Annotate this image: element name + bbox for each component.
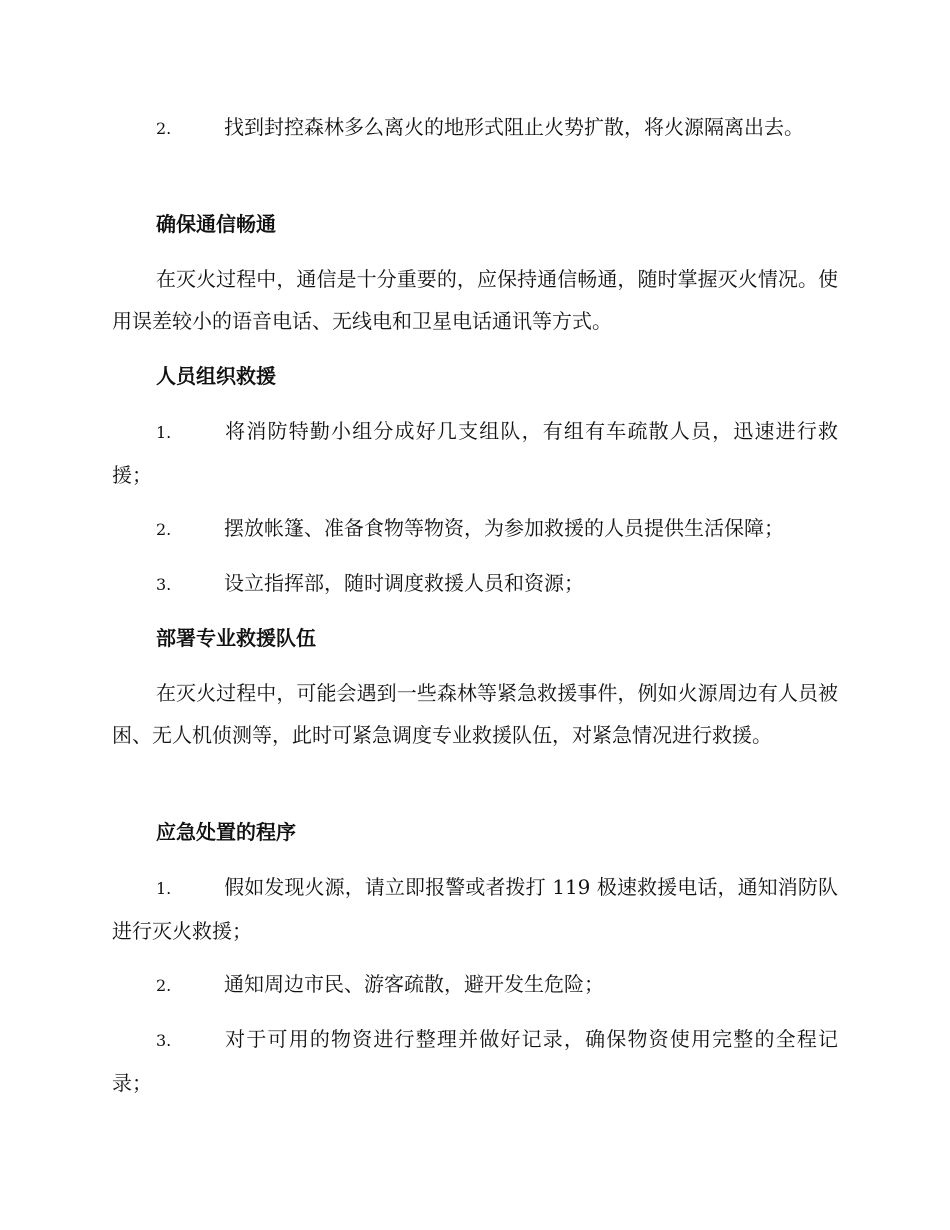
section-heading: 部署专业救援队伍 [156,626,316,650]
list-item [112,106,838,150]
section-heading: 确保通信畅通 [156,212,276,236]
list-item-text: 找到封控森林多么离火的地形式阻止火势扩散，将火源隔离出去。 [224,115,804,139]
list-item-text: 假如发现火源，请立即报警或者拨打 119 极速救援电话，通知消防队进行灭火救援； [112,875,838,943]
list-item-text: 对于可用的物资进行整理并做好记录，确保物资使用完整的全程记录； [112,1027,838,1095]
list-item [112,562,838,606]
list-item [112,410,838,496]
list-item [112,507,838,551]
list-number: 2. [156,119,172,138]
list-item [112,866,838,952]
paragraph: 在灭火过程中，可能会遇到一些森林等紧急救援事件，例如火源周边有人员被困、无人机侦测等，此时可紧急调度专业救援队伍，对紧急情况进行救援。 [112,681,838,747]
list-item-text: 通知周边市民、游客疏散，避开发生危险； [224,972,604,996]
list-number: 3. [156,575,172,594]
list-item [112,963,838,1007]
list-item-text: 摆放帐篷、准备食物等物资，为参加救援的人员提供生活保障； [224,516,784,540]
section-heading: 人员组织救援 [156,364,276,388]
list-item [112,1018,838,1104]
list-item-text: 设立指挥部，随时调度救援人员和资源； [224,571,584,595]
list-number: 2. [156,976,172,995]
list-number: 2. [156,520,172,539]
list-number: 1. [156,879,172,898]
section-heading: 应急处置的程序 [156,820,296,844]
list-item-text: 将消防特勤小组分成好几支组队，有组有车疏散人员，迅速进行救援； [112,419,838,487]
list-number: 1. [156,423,172,442]
list-number: 3. [156,1031,172,1050]
paragraph: 在灭火过程中，通信是十分重要的，应保持通信畅通，随时掌握灭火情况。使用误差较小的语音电话、无线电和卫星电话通讯等方式。 [112,267,838,333]
